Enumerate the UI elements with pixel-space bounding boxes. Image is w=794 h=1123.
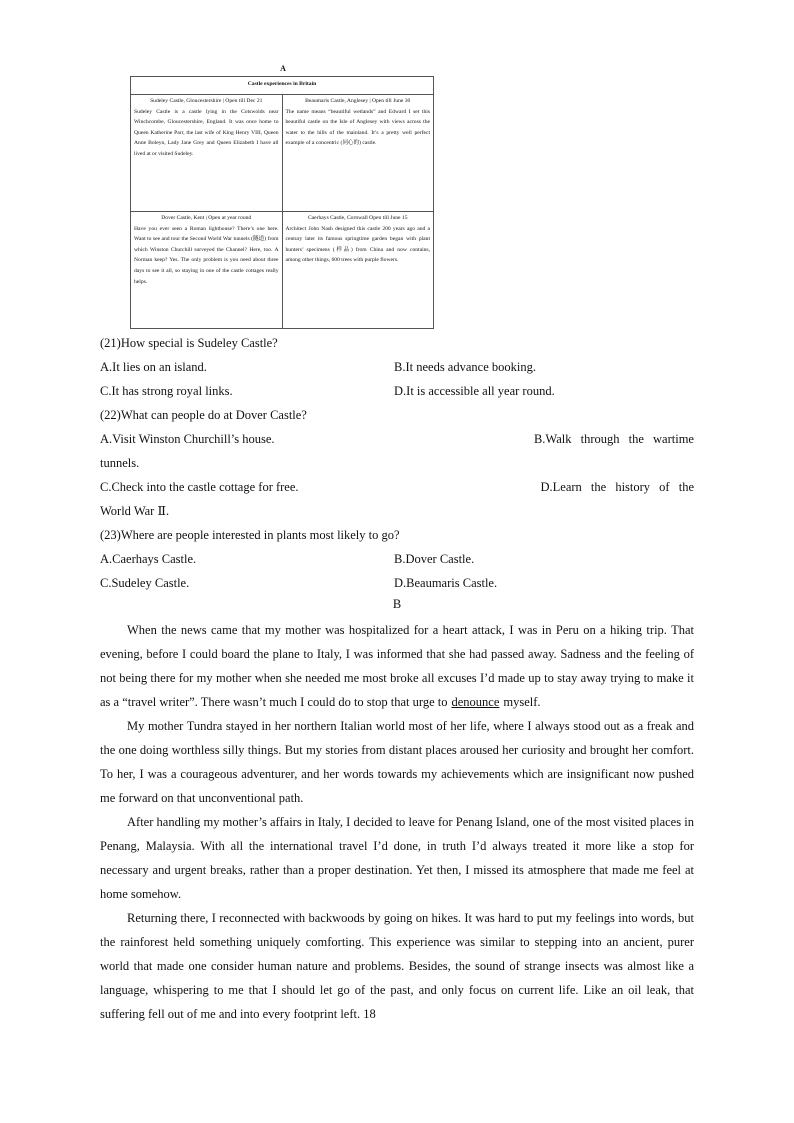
- option-d-continued: World War Ⅱ.: [100, 504, 170, 518]
- question-stem: (21)How special is Sudeley Castle?: [100, 336, 278, 350]
- cell-body: Architect John Nash designed this castle 200 years ago and a century later its famous springtime garden began with plant hunters’ specimens (样品) from China and now contains, among other things, 600 trees with purple flowers.: [285, 225, 430, 264]
- table-cell-caerhays: [282, 212, 434, 329]
- option-d[interactable]: D.Learn the history of the: [540, 480, 694, 494]
- option-b[interactable]: B.It needs advance booking.: [394, 360, 536, 374]
- table-cell-beaumaris: [282, 95, 434, 212]
- option-d[interactable]: D.Beaumaris Castle.: [394, 576, 498, 590]
- cell-body: Sudeley Castle is a castle lying in the Cotswolds near Winchcombe, Gloucestershire, England. It was once home to Queen Katherine Parr, the last wife of King Henry VIII, Queen Anne Boleyn, Lady Jane Grey and Queen Elizabeth I have all lived at or visited Sudeley.: [134, 108, 279, 157]
- section-b-label: B: [392, 597, 402, 611]
- cell-heading: Dover Castle, Kent | Open at year round: [161, 215, 252, 221]
- question-23: [100, 523, 694, 595]
- cell-heading: Beaumaris Castle, Anglesey | Open till June 30: [305, 98, 411, 104]
- table-cell-sudeley: [131, 95, 283, 212]
- table-cell-dover: [131, 212, 283, 329]
- question-22: [100, 403, 694, 523]
- question-stem: (22)What can people do at Dover Castle?: [100, 408, 307, 422]
- option-b-continued: tunnels.: [100, 456, 140, 470]
- option-c[interactable]: C.It has strong royal links.: [100, 384, 233, 398]
- question-stem: (23)Where are people interested in plants most likely to go?: [100, 528, 400, 542]
- cell-body: The name means “beautiful wetlands” and Edward I set this beautiful castle on the Isle of Anglesey with views across the water to the hills of the mainland. It’s a pretty well perfect example of a concentric (同心的) castle.: [285, 108, 430, 147]
- passage-paragraph: Returning there, I reconnected with backwoods by going on hikes. It was hard to put my feelings into words, but the rainforest held something uniquely comforting. This experience was similar to stepping into an ancient, purer world that made one consider human nature and problems. Besides, the sound of strange insects was almost like a language, whispering to me that I should let go of the past, and only focus on current life. Like an oil leak, that suffering fell out of me and into every footprint left. 18: [100, 911, 694, 1021]
- passage-paragraph: [100, 618, 694, 714]
- option-b[interactable]: B.Dover Castle.: [394, 552, 475, 566]
- passage-paragraph: After handling my mother’s affairs in Italy, I decided to leave for Penang Island, one of the most visited places in Penang, Malaysia. With all the international travel I’d done, in truth I’d always treated it more like a stop for necessary and urgent breaks, rather than a proper destination. Yet then, I missed its atmosphere that made me feel at home somehow.: [100, 815, 694, 901]
- passage-paragraph: My mother Tundra stayed in her northern Italian world most of her life, where I always stood out as a freak and the one doing worthless silly things. But my stories from distant places aroused her curiosity and brought her comfort. To her, I was a courageous adventurer, and her words towards my achievements which are insignificant now pushed me forward on that unconventional path.: [100, 719, 694, 805]
- cell-heading: Sudeley Castle, Gloucestershire | Open till Dec 21: [150, 98, 263, 104]
- castle-table: [130, 76, 434, 329]
- option-b[interactable]: B.Walk through the wartime: [533, 432, 694, 446]
- option-a[interactable]: A.Caerhays Castle.: [100, 552, 197, 566]
- passage-text: When the news came that my mother was hospitalized for a heart attack, I was in Peru on a hiking trip. That evening, before I could board the plane to Italy, I was informed that she had passed away. Sadness and the feeling of not being there for my mother when she needed me most broke all excuses I’d made up to stay away trying to make it as a “travel writer”. There wasn’t much I could do to stop that urge to: [100, 623, 694, 709]
- option-d[interactable]: D.It is accessible all year round.: [394, 384, 555, 398]
- option-c[interactable]: C.Sudeley Castle.: [100, 576, 190, 590]
- section-a-label: A: [280, 64, 286, 73]
- passage-text: myself.: [503, 695, 541, 709]
- table-caption: Castle experiences in Britain: [131, 77, 434, 95]
- cell-heading: Caerhays Castle, Cornwall Open till June 15: [307, 215, 408, 221]
- reading-passage: [100, 618, 694, 1026]
- cell-body: Have you ever seen a Roman lighthouse? There’s one here. Want to see and tour the Second World War tunnels (隧道) from which Winston Churchill surveyed the Channel? Here, too. A Norman keep? Yes. The only problem is you need about three days to see it all, so staying in one of the castle cottages really helps.: [134, 225, 279, 285]
- option-a[interactable]: A.It lies on an island.: [100, 360, 207, 374]
- option-c[interactable]: C.Check into the castle cottage for free.: [100, 480, 299, 494]
- option-a[interactable]: A.Visit Winston Churchill’s house.: [100, 432, 275, 446]
- question-21: [100, 331, 694, 403]
- underlined-word: denounce: [451, 695, 500, 709]
